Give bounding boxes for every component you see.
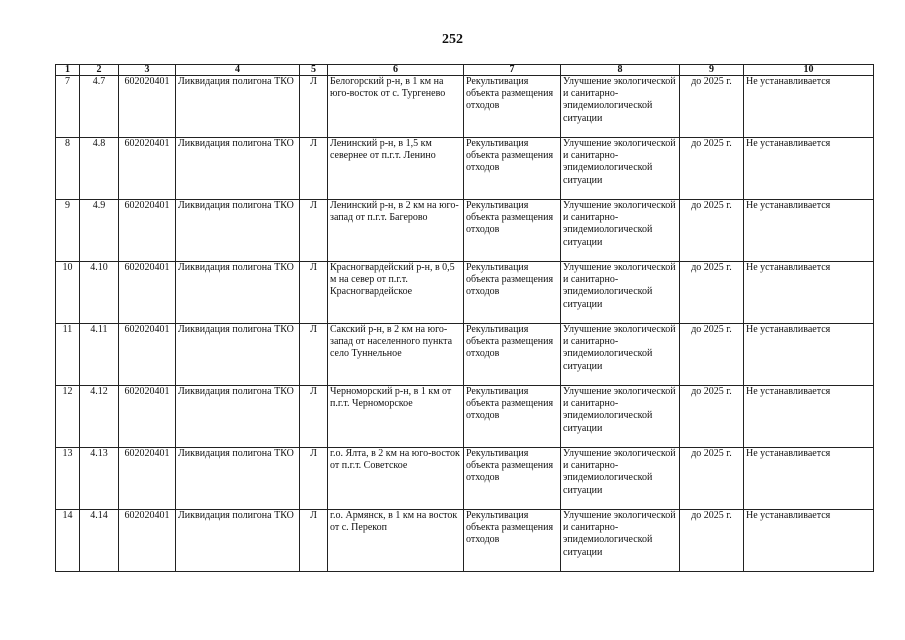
classifier-code-cell: 602020401 [119,200,176,262]
location-cell: Белогорский р-н, в 1 км на юго-восток от с. Тургенево [328,76,464,138]
deadline-cell: до 2025 г. [680,262,744,324]
column-header: 10 [744,65,874,76]
code-cell: 4.8 [80,138,119,200]
row-number-cell: 12 [56,386,80,448]
header-row [56,65,874,76]
deadline-cell: до 2025 г. [680,448,744,510]
goal-cell: Улучшение экологической и санитарно-эпидемиологической ситуации [561,262,680,324]
location-cell: Ленинский р-н, в 1,5 км севернее от п.г.т. Ленино [328,138,464,200]
deadline-cell: до 2025 г. [680,200,744,262]
classifier-code-cell: 602020401 [119,386,176,448]
table-row [56,510,874,572]
deadline-cell: до 2025 г. [680,386,744,448]
type-cell: Л [300,510,328,572]
facility-name-cell: Ликвидация полигона ТКО [176,262,300,324]
classifier-code-cell: 602020401 [119,324,176,386]
page-number: 252 [442,32,463,47]
classifier-code-cell: 602020401 [119,448,176,510]
column-header: 6 [328,65,464,76]
action-cell: Рекультивация объекта размещения отходов [464,386,561,448]
action-cell: Рекультивация объекта размещения отходов [464,262,561,324]
goal-cell: Улучшение экологической и санитарно-эпидемиологической ситуации [561,138,680,200]
code-cell: 4.10 [80,262,119,324]
row-number-cell: 7 [56,76,80,138]
goal-cell: Улучшение экологической и санитарно-эпидемиологической ситуации [561,76,680,138]
column-header: 7 [464,65,561,76]
code-cell: 4.14 [80,510,119,572]
note-cell: Не устанавливается [744,138,874,200]
column-header: 4 [176,65,300,76]
note-cell: Не устанавливается [744,510,874,572]
note-cell: Не устанавливается [744,200,874,262]
facilities-table [55,64,874,572]
location-cell: Красногвардейский р-н, в 0,5 м на север от п.г.т. Красногвардейское [328,262,464,324]
goal-cell: Улучшение экологической и санитарно-эпидемиологической ситуации [561,448,680,510]
location-cell: Черноморский р-н, в 1 км от п.г.т. Черноморское [328,386,464,448]
note-cell: Не устанавливается [744,324,874,386]
table-row [56,324,874,386]
column-header: 3 [119,65,176,76]
action-cell: Рекультивация объекта размещения отходов [464,324,561,386]
goal-cell: Улучшение экологической и санитарно-эпидемиологической ситуации [561,510,680,572]
type-cell: Л [300,448,328,510]
deadline-cell: до 2025 г. [680,510,744,572]
type-cell: Л [300,200,328,262]
table-row [56,138,874,200]
deadline-cell: до 2025 г. [680,76,744,138]
type-cell: Л [300,324,328,386]
classifier-code-cell: 602020401 [119,510,176,572]
facility-name-cell: Ликвидация полигона ТКО [176,510,300,572]
code-cell: 4.12 [80,386,119,448]
facility-name-cell: Ликвидация полигона ТКО [176,200,300,262]
facility-name-cell: Ликвидация полигона ТКО [176,386,300,448]
table-body [56,76,874,572]
facility-name-cell: Ликвидация полигона ТКО [176,138,300,200]
row-number-cell: 8 [56,138,80,200]
action-cell: Рекультивация объекта размещения отходов [464,200,561,262]
deadline-cell: до 2025 г. [680,324,744,386]
code-cell: 4.7 [80,76,119,138]
goal-cell: Улучшение экологической и санитарно-эпидемиологической ситуации [561,386,680,448]
type-cell: Л [300,138,328,200]
row-number-cell: 10 [56,262,80,324]
classifier-code-cell: 602020401 [119,262,176,324]
classifier-code-cell: 602020401 [119,76,176,138]
location-cell: Сакский р-н, в 2 км на юго-запад от населенного пункта село Туннельное [328,324,464,386]
column-header: 5 [300,65,328,76]
facility-name-cell: Ликвидация полигона ТКО [176,76,300,138]
note-cell: Не устанавливается [744,262,874,324]
location-cell: г.о. Ялта, в 2 км на юго-восток от п.г.т. Советское [328,448,464,510]
action-cell: Рекультивация объекта размещения отходов [464,76,561,138]
column-header: 2 [80,65,119,76]
code-cell: 4.11 [80,324,119,386]
classifier-code-cell: 602020401 [119,138,176,200]
note-cell: Не устанавливается [744,76,874,138]
type-cell: Л [300,386,328,448]
note-cell: Не устанавливается [744,386,874,448]
row-number-cell: 11 [56,324,80,386]
note-cell: Не устанавливается [744,448,874,510]
row-number-cell: 14 [56,510,80,572]
row-number-cell: 9 [56,200,80,262]
table-row [56,262,874,324]
table-row [56,448,874,510]
type-cell: Л [300,262,328,324]
row-number-cell: 13 [56,448,80,510]
action-cell: Рекультивация объекта размещения отходов [464,448,561,510]
facility-name-cell: Ликвидация полигона ТКО [176,324,300,386]
table-row [56,200,874,262]
goal-cell: Улучшение экологической и санитарно-эпидемиологической ситуации [561,324,680,386]
deadline-cell: до 2025 г. [680,138,744,200]
table-row [56,76,874,138]
table-row [56,386,874,448]
facility-name-cell: Ликвидация полигона ТКО [176,448,300,510]
code-cell: 4.13 [80,448,119,510]
goal-cell: Улучшение экологической и санитарно-эпидемиологической ситуации [561,200,680,262]
code-cell: 4.9 [80,200,119,262]
type-cell: Л [300,76,328,138]
location-cell: Ленинский р-н, в 2 км на юго-запад от п.г.т. Багерово [328,200,464,262]
column-header: 8 [561,65,680,76]
column-header: 9 [680,65,744,76]
action-cell: Рекультивация объекта размещения отходов [464,138,561,200]
action-cell: Рекультивация объекта размещения отходов [464,510,561,572]
column-header: 1 [56,65,80,76]
location-cell: г.о. Армянск, в 1 км на восток от с. Перекоп [328,510,464,572]
